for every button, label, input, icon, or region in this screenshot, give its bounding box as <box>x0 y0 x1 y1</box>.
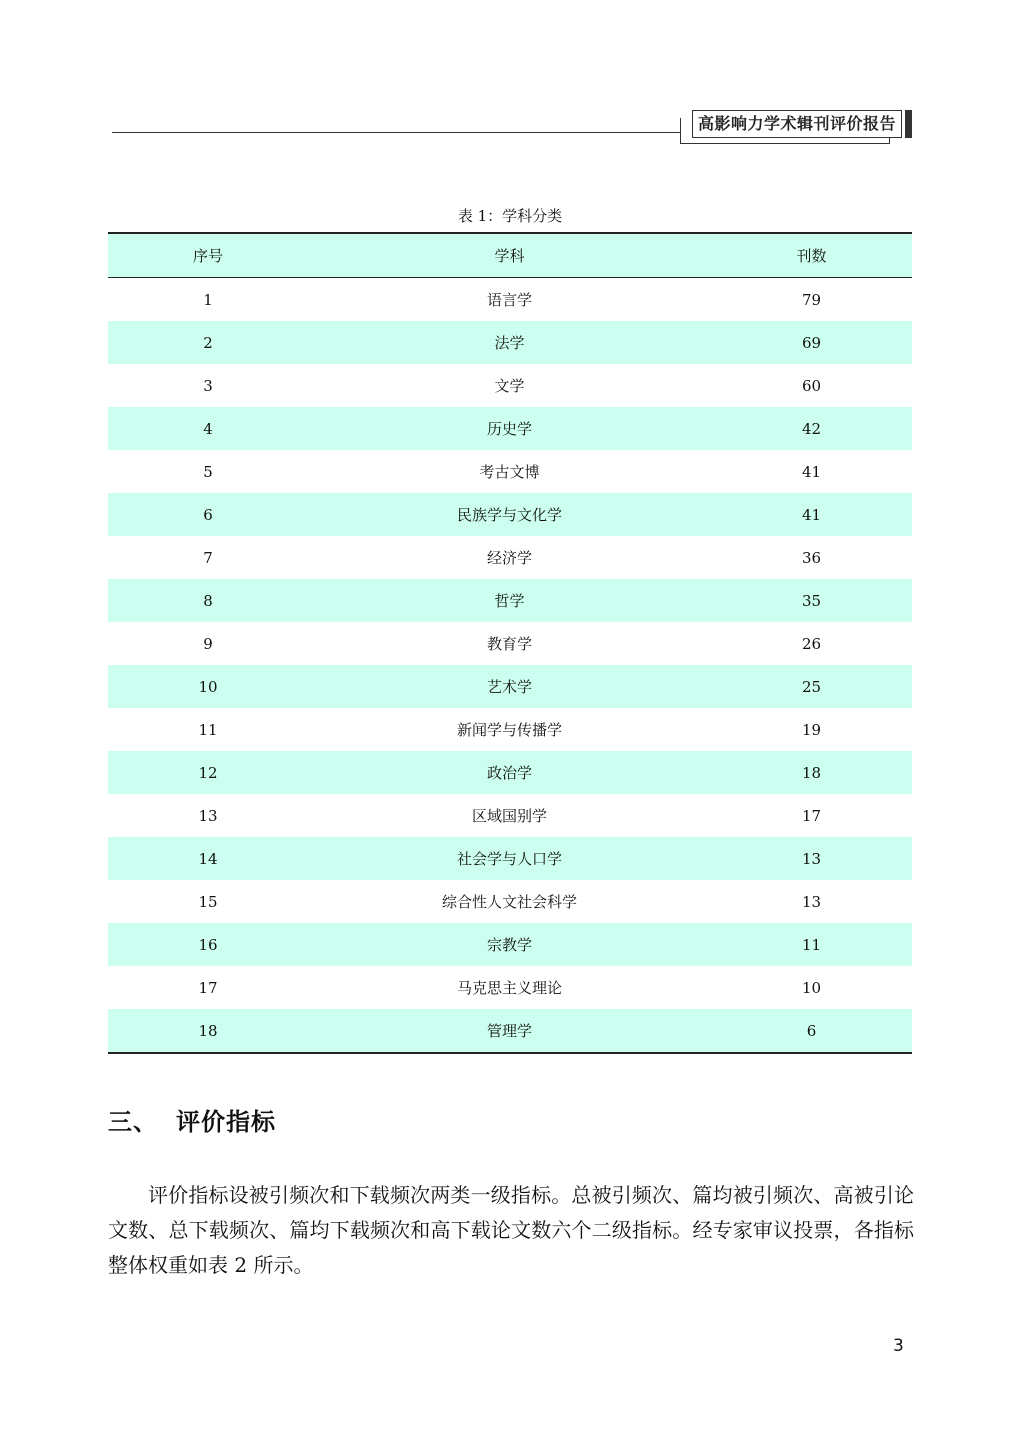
cell-count: 41 <box>801 462 822 481</box>
cell-subject: 宗教学 <box>486 936 532 954</box>
cell-subject: 社会学与人口学 <box>456 850 562 868</box>
header-accent-bar <box>905 110 912 138</box>
section-title-text: 评价指标 <box>176 1108 276 1136</box>
cell-count: 35 <box>801 591 822 610</box>
cell-index: 6 <box>203 505 213 524</box>
cell-subject: 哲学 <box>494 592 525 610</box>
cell-subject: 教育学 <box>486 635 532 653</box>
cell-index: 18 <box>198 1021 218 1040</box>
cell-subject: 政治学 <box>486 764 532 782</box>
cell-subject: 综合性人文社会科学 <box>441 893 577 911</box>
cell-count: 69 <box>801 333 822 352</box>
cell-index: 9 <box>203 634 213 653</box>
cell-index: 11 <box>198 720 218 739</box>
cell-index: 3 <box>203 376 213 395</box>
cell-subject: 艺术学 <box>486 678 532 696</box>
cell-count: 10 <box>801 978 822 997</box>
subject-table <box>108 232 912 1054</box>
cell-count: 41 <box>801 505 822 524</box>
section-number: 三、 <box>108 1108 158 1136</box>
cell-subject: 经济学 <box>486 549 532 567</box>
table-row <box>108 278 912 322</box>
table-row <box>108 966 912 1009</box>
column-header-subject: 学科 <box>494 247 525 265</box>
cell-count: 25 <box>801 677 822 696</box>
cell-count: 26 <box>801 634 822 653</box>
cell-index: 2 <box>203 333 213 352</box>
cell-count: 19 <box>801 720 822 739</box>
cell-count: 79 <box>801 290 822 309</box>
column-header-index: 序号 <box>192 247 223 265</box>
cell-index: 10 <box>198 677 218 696</box>
table-header-row <box>108 233 912 278</box>
cell-count: 17 <box>801 806 822 825</box>
page-number: 3 <box>893 1336 904 1356</box>
table-row <box>108 407 912 450</box>
cell-count: 6 <box>806 1021 817 1040</box>
table-caption: 表 1：学科分类 <box>457 207 563 225</box>
table-row <box>108 751 912 794</box>
body-paragraph: 评价指标设被引频次和下载频次两类一级指标。总被引频次、篇均被引频次、高被引论文数、总下载频次、篇均下载频次和高下载论文数六个二级指标。经专家审议投票，各指标整体权重如表 2 所示。 <box>108 1183 914 1277</box>
cell-subject: 管理学 <box>486 1022 532 1040</box>
table-row <box>108 880 912 923</box>
table-row <box>108 665 912 708</box>
cell-subject: 法学 <box>494 334 525 352</box>
cell-index: 7 <box>203 548 213 567</box>
table-row <box>108 364 912 407</box>
table-row <box>108 450 912 493</box>
cell-index: 15 <box>198 892 218 911</box>
cell-index: 14 <box>198 849 218 868</box>
cell-index: 17 <box>198 978 218 997</box>
cell-index: 8 <box>203 591 213 610</box>
cell-count: 18 <box>801 763 822 782</box>
cell-index: 13 <box>198 806 218 825</box>
table-row <box>108 837 912 880</box>
section-heading <box>108 1102 276 1142</box>
cell-index: 4 <box>203 419 213 438</box>
cell-subject: 区域国别学 <box>471 807 547 825</box>
table-row <box>108 1009 912 1053</box>
table-row <box>108 321 912 364</box>
table-row <box>108 923 912 966</box>
cell-index: 16 <box>198 935 218 954</box>
cell-subject: 马克思主义理论 <box>456 979 562 997</box>
cell-count: 36 <box>801 548 822 567</box>
cell-subject: 民族学与文化学 <box>456 506 562 524</box>
table-row <box>108 536 912 579</box>
cell-count: 13 <box>801 892 822 911</box>
cell-subject: 考古文博 <box>479 463 540 481</box>
cell-count: 60 <box>801 376 822 395</box>
table-row <box>108 493 912 536</box>
cell-index: 12 <box>198 763 218 782</box>
cell-subject: 语言学 <box>486 291 532 309</box>
column-header-count: 刊数 <box>796 247 827 265</box>
running-header-title: 高影响力学术辑刊评价报告 <box>692 110 902 138</box>
cell-count: 11 <box>801 935 822 954</box>
cell-index: 1 <box>203 290 213 309</box>
header-rule <box>112 132 680 133</box>
cell-subject: 历史学 <box>486 420 532 438</box>
table-row <box>108 622 912 665</box>
cell-subject: 文学 <box>494 377 525 395</box>
table-row <box>108 579 912 622</box>
cell-count: 42 <box>801 419 822 438</box>
table-row <box>108 794 912 837</box>
cell-count: 13 <box>801 849 822 868</box>
cell-subject: 新闻学与传播学 <box>456 721 562 739</box>
cell-index: 5 <box>203 462 213 481</box>
table-row <box>108 708 912 751</box>
